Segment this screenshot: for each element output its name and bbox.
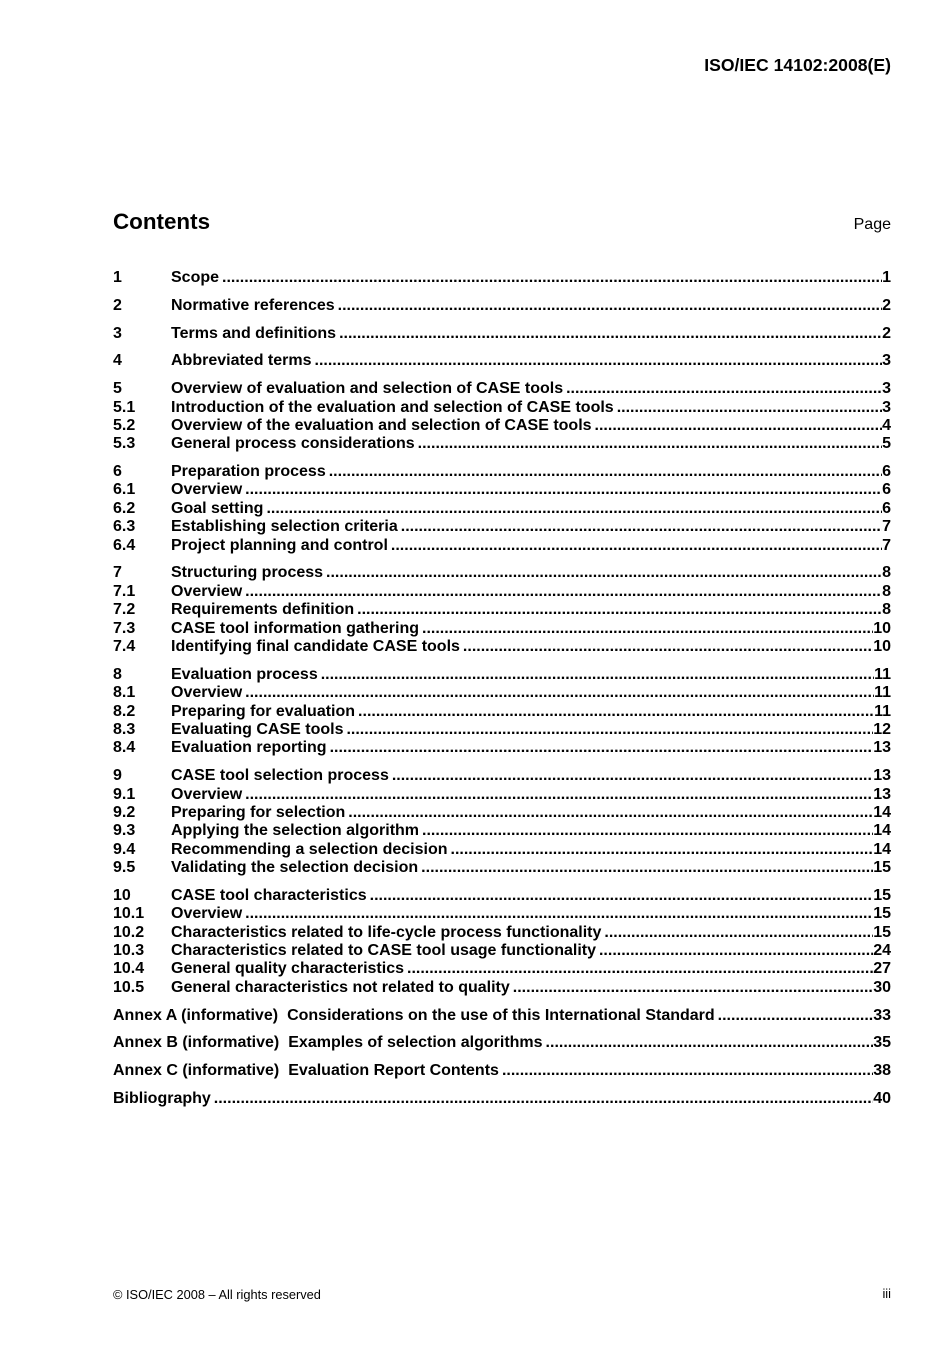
toc-entry-page: 38 bbox=[873, 1062, 891, 1080]
toc-annex-a[interactable] bbox=[113, 1007, 891, 1025]
toc-entry-number: 8.4 bbox=[113, 739, 136, 757]
dot-leader bbox=[323, 564, 882, 582]
toc-entry-title: Evaluation process bbox=[171, 665, 318, 683]
toc-entry-number: 7.3 bbox=[113, 619, 136, 637]
toc-entry-8-4[interactable] bbox=[113, 739, 891, 757]
toc-entry-number: 4 bbox=[113, 352, 122, 370]
toc-entry-page: 13 bbox=[873, 785, 891, 803]
toc-entry-title: Evaluating CASE tools bbox=[171, 720, 344, 738]
toc-entry-page: 4 bbox=[882, 416, 891, 434]
dot-leader bbox=[211, 1090, 873, 1108]
page-title: Contents bbox=[113, 209, 211, 234]
toc-entry-number: 6.1 bbox=[113, 481, 136, 499]
toc-entry-4[interactable] bbox=[113, 352, 891, 370]
dot-leader bbox=[715, 1007, 874, 1025]
toc-entry-title: Structuring process bbox=[171, 564, 324, 582]
toc-entry-page: 3 bbox=[882, 352, 891, 370]
toc-entry-10-4[interactable] bbox=[113, 960, 891, 978]
toc-entry-title: Overview of the evaluation and selection of CASE tools bbox=[171, 416, 592, 434]
toc-entry-number: 8.1 bbox=[113, 684, 136, 702]
toc-entry-title: Evaluation reporting bbox=[171, 739, 327, 757]
toc-entry-9-2[interactable] bbox=[113, 804, 891, 822]
annex-label: Annex C (informative) bbox=[113, 1062, 280, 1080]
toc-entry-number: 5.1 bbox=[113, 398, 136, 416]
toc-entry-6-2[interactable] bbox=[113, 500, 891, 518]
toc-entry-10-5[interactable] bbox=[113, 979, 891, 997]
toc-entry-9-1[interactable] bbox=[113, 786, 891, 804]
toc-group-7 bbox=[113, 564, 891, 656]
toc-entry-page: 33 bbox=[873, 1006, 891, 1024]
toc-entry-7-3[interactable] bbox=[113, 620, 891, 638]
toc-entry-number: 5.3 bbox=[113, 435, 136, 453]
toc-group-annex-a bbox=[113, 1007, 891, 1025]
toc-entry-number: 1 bbox=[113, 269, 122, 286]
toc-entry-title: Establishing selection criteria bbox=[171, 518, 398, 536]
toc-entry-page: 30 bbox=[873, 978, 891, 996]
toc-entry-7-4[interactable] bbox=[113, 638, 891, 656]
toc-entry-9[interactable] bbox=[113, 767, 891, 785]
toc-entry-page: 6 bbox=[882, 481, 891, 499]
toc-entry-number: 8.3 bbox=[113, 720, 136, 738]
toc-entry-title: Scope bbox=[171, 269, 220, 286]
toc-entry-title: Preparing for selection bbox=[171, 803, 346, 821]
dot-leader bbox=[343, 721, 873, 739]
toc-entry-6-3[interactable] bbox=[113, 518, 891, 536]
toc-entry-title: Identifying final candidate CASE tools bbox=[171, 637, 460, 655]
toc-entry-number: 9.3 bbox=[113, 822, 136, 840]
toc-entry-8-2[interactable] bbox=[113, 703, 891, 721]
toc-entry-number: 10.2 bbox=[113, 923, 145, 941]
toc-entry-title: Overview bbox=[171, 684, 243, 702]
toc-group-10 bbox=[113, 887, 891, 997]
dot-leader bbox=[601, 924, 873, 942]
toc-entry-page: 14 bbox=[873, 822, 891, 840]
toc-entry-title: Overview bbox=[171, 481, 243, 499]
dot-leader bbox=[404, 960, 873, 978]
toc-entry-number: 10.5 bbox=[113, 978, 145, 996]
toc-entry-page: 1 bbox=[882, 269, 891, 286]
toc-entry-number: 6.2 bbox=[113, 499, 136, 517]
toc-entry-3[interactable] bbox=[113, 325, 891, 343]
dot-leader bbox=[242, 583, 882, 601]
dot-leader bbox=[563, 380, 882, 398]
dot-leader bbox=[388, 537, 882, 555]
toc-entry-page: 12 bbox=[873, 720, 891, 738]
toc-entry-5[interactable] bbox=[113, 380, 891, 398]
toc-entry-page: 3 bbox=[882, 380, 891, 398]
toc-entry-title: CASE tool information gathering bbox=[171, 619, 419, 637]
toc-entry-title: General quality characteristics bbox=[171, 960, 404, 978]
toc-entry-page: 10 bbox=[873, 619, 891, 637]
toc-group-3 bbox=[113, 325, 891, 343]
dot-leader bbox=[460, 638, 873, 656]
footer-page-number: iii bbox=[882, 1286, 891, 1301]
toc-entry-number: 9.4 bbox=[113, 840, 136, 858]
toc-entry-1[interactable] bbox=[113, 269, 891, 287]
dot-leader bbox=[418, 859, 873, 877]
toc-entry-5-1[interactable] bbox=[113, 399, 891, 417]
toc-entry-page: 15 bbox=[873, 886, 891, 904]
toc-entry-page: 24 bbox=[873, 942, 891, 960]
toc-entry-title: Terms and definitions bbox=[171, 324, 337, 342]
toc-entry-number: 9.2 bbox=[113, 803, 136, 821]
toc-entry-10[interactable] bbox=[113, 887, 891, 905]
toc-entry-title: Abbreviated terms bbox=[171, 352, 312, 370]
toc-entry-number: 6.4 bbox=[113, 536, 136, 554]
dot-leader bbox=[499, 1062, 873, 1080]
toc-annex-c[interactable] bbox=[113, 1062, 891, 1080]
toc-entry-title: Preparation process bbox=[171, 463, 326, 481]
toc-entry-6-4[interactable] bbox=[113, 537, 891, 555]
toc-entry-number: 3 bbox=[113, 324, 122, 342]
toc-entry-7-2[interactable] bbox=[113, 601, 891, 619]
toc-entry-title: Characteristics related to life-cycle process functionality bbox=[171, 923, 602, 941]
toc-entry-page: 15 bbox=[873, 923, 891, 941]
toc-entry-5-2[interactable] bbox=[113, 417, 891, 435]
dot-leader bbox=[326, 463, 882, 481]
toc-entry-title: Validating the selection decision bbox=[171, 859, 419, 877]
toc-entry-9-5[interactable] bbox=[113, 859, 891, 877]
document-identifier: ISO/IEC 14102:2008(E) bbox=[704, 55, 891, 75]
toc-entry-title: Project planning and control bbox=[171, 536, 388, 554]
dot-leader bbox=[367, 887, 874, 905]
toc-entry-number: 10.1 bbox=[113, 905, 145, 923]
toc-group-9 bbox=[113, 767, 891, 877]
toc-entry-6[interactable] bbox=[113, 463, 891, 481]
toc-entry-title: Normative references bbox=[171, 296, 335, 314]
annex-label: Annex B (informative) bbox=[113, 1034, 280, 1052]
toc-entry-number: 9 bbox=[113, 767, 122, 785]
toc-entry-9-4[interactable] bbox=[113, 841, 891, 859]
toc-entry-page: 14 bbox=[873, 840, 891, 858]
toc-entry-page: 27 bbox=[873, 960, 891, 978]
toc-entry-page: 8 bbox=[882, 564, 891, 582]
toc-entry-page: 40 bbox=[873, 1089, 891, 1107]
dot-leader bbox=[355, 703, 874, 721]
table-of-contents bbox=[113, 269, 891, 1108]
dot-leader bbox=[335, 297, 882, 315]
toc-entry-8-3[interactable] bbox=[113, 721, 891, 739]
toc-entry-number: 8.2 bbox=[113, 702, 136, 720]
toc-entry-page: 6 bbox=[882, 463, 891, 481]
dot-leader bbox=[336, 325, 882, 343]
dot-leader bbox=[415, 435, 882, 453]
toc-group-annex-c bbox=[113, 1062, 891, 1080]
footer-copyright: © ISO/IEC 2008 – All rights reserved bbox=[113, 1287, 321, 1302]
toc-group-5 bbox=[113, 380, 891, 454]
toc-group-1 bbox=[113, 269, 891, 287]
dot-leader bbox=[327, 739, 874, 757]
toc-entry-8[interactable] bbox=[113, 666, 891, 684]
dot-leader bbox=[318, 666, 874, 684]
dot-leader bbox=[345, 804, 873, 822]
toc-entry-title: CASE tool selection process bbox=[171, 767, 389, 785]
toc-group-8 bbox=[113, 666, 891, 758]
toc-group-6 bbox=[113, 463, 891, 555]
toc-entry-number: 7.4 bbox=[113, 637, 136, 655]
toc-entry-page: 11 bbox=[874, 665, 891, 683]
dot-leader bbox=[242, 786, 873, 804]
toc-entry-9-3[interactable] bbox=[113, 822, 891, 840]
toc-entry-page: 3 bbox=[882, 398, 891, 416]
toc-entry-number: 5 bbox=[113, 380, 122, 398]
toc-entry-7-1[interactable] bbox=[113, 583, 891, 601]
toc-entry-title: CASE tool characteristics bbox=[171, 886, 367, 904]
toc-entry-number: 10 bbox=[113, 886, 131, 904]
toc-entry-5-3[interactable] bbox=[113, 435, 891, 453]
dot-leader bbox=[419, 822, 873, 840]
toc-entry-title: Characteristics related to CASE tool usage functionality bbox=[171, 942, 596, 960]
toc-group-bibliography bbox=[113, 1090, 891, 1108]
toc-entry-page: 35 bbox=[873, 1034, 891, 1052]
dot-leader bbox=[312, 352, 883, 370]
toc-entry-page: 7 bbox=[882, 536, 891, 554]
toc-entry-number: 7.1 bbox=[113, 582, 136, 600]
toc-entry-page: 14 bbox=[873, 803, 891, 821]
toc-entry-title: Preparing for evaluation bbox=[171, 702, 356, 720]
toc-entry-number: 6.3 bbox=[113, 518, 136, 536]
toc-entry-title: Bibliography bbox=[113, 1089, 211, 1107]
dot-leader bbox=[219, 269, 882, 287]
page-column-label: Page bbox=[853, 216, 891, 233]
toc-entry-6-1[interactable] bbox=[113, 481, 891, 499]
toc-entry-page: 10 bbox=[873, 637, 891, 655]
toc-entry-page: 6 bbox=[882, 499, 891, 517]
toc-entry-number: 9.1 bbox=[113, 785, 136, 803]
toc-group-4 bbox=[113, 352, 891, 370]
annex-title: Considerations on the use of this International Standard bbox=[287, 1006, 715, 1024]
toc-entry-title: General characteristics not related to quality bbox=[171, 978, 510, 996]
dot-leader bbox=[614, 399, 882, 417]
toc-entry-10-3[interactable] bbox=[113, 942, 891, 960]
toc-entry-number: 7.2 bbox=[113, 601, 136, 619]
toc-entry-number: 6 bbox=[113, 463, 122, 481]
toc-entry-number: 10.3 bbox=[113, 942, 145, 960]
toc-entry-number: 8 bbox=[113, 665, 122, 683]
toc-annex-b[interactable] bbox=[113, 1034, 891, 1052]
toc-entry-page: 11 bbox=[874, 702, 891, 720]
toc-entry-page: 13 bbox=[873, 739, 891, 757]
toc-group-annex-b bbox=[113, 1034, 891, 1052]
toc-bibliography[interactable] bbox=[113, 1090, 891, 1108]
toc-entry-page: 15 bbox=[873, 905, 891, 923]
dot-leader bbox=[389, 767, 873, 785]
toc-entry-page: 8 bbox=[882, 582, 891, 600]
toc-entry-page: 5 bbox=[882, 435, 891, 453]
toc-entry-number: 5.2 bbox=[113, 416, 136, 434]
dot-leader bbox=[242, 905, 873, 923]
dot-leader bbox=[592, 417, 883, 435]
toc-entry-number: 2 bbox=[113, 296, 122, 314]
toc-entry-10-1[interactable] bbox=[113, 905, 891, 923]
annex-title: Examples of selection algorithms bbox=[288, 1034, 543, 1052]
toc-entry-8-1[interactable] bbox=[113, 684, 891, 702]
toc-entry-title: Introduction of the evaluation and selection of CASE tools bbox=[171, 398, 614, 416]
toc-entry-2[interactable] bbox=[113, 297, 891, 315]
toc-entry-number: 10.4 bbox=[113, 960, 145, 978]
toc-group-2 bbox=[113, 297, 891, 315]
toc-entry-page: 11 bbox=[874, 684, 891, 702]
toc-entry-title: Overview bbox=[171, 785, 243, 803]
toc-entry-title: Goal setting bbox=[171, 499, 264, 517]
toc-entry-number: 7 bbox=[113, 564, 122, 582]
toc-entry-10-2[interactable] bbox=[113, 924, 891, 942]
toc-entry-title: Overview of evaluation and selection of CASE tools bbox=[171, 380, 564, 398]
dot-leader bbox=[242, 481, 882, 499]
dot-leader bbox=[398, 518, 882, 536]
toc-entry-title: Applying the selection algorithm bbox=[171, 822, 420, 840]
toc-entry-title: Overview bbox=[171, 582, 243, 600]
annex-label: Annex A (informative) bbox=[113, 1006, 279, 1024]
toc-entry-page: 2 bbox=[882, 296, 891, 314]
toc-entry-number: 9.5 bbox=[113, 859, 136, 877]
dot-leader bbox=[242, 684, 874, 702]
toc-entry-page: 15 bbox=[873, 859, 891, 877]
toc-entry-page: 7 bbox=[882, 518, 891, 536]
toc-entry-page: 13 bbox=[873, 767, 891, 785]
toc-entry-page: 2 bbox=[882, 324, 891, 342]
toc-entry-title: General process considerations bbox=[171, 435, 415, 453]
toc-entry-7[interactable] bbox=[113, 564, 891, 582]
dot-leader bbox=[263, 500, 882, 518]
toc-entry-title: Requirements definition bbox=[171, 601, 355, 619]
dot-leader bbox=[543, 1034, 874, 1052]
toc-entry-page: 8 bbox=[882, 601, 891, 619]
annex-title: Evaluation Report Contents bbox=[288, 1062, 499, 1080]
toc-entry-title: Overview bbox=[171, 905, 243, 923]
dot-leader bbox=[448, 841, 874, 859]
dot-leader bbox=[510, 979, 873, 997]
toc-entry-title: Recommending a selection decision bbox=[171, 840, 448, 858]
dot-leader bbox=[419, 620, 873, 638]
dot-leader bbox=[596, 942, 873, 960]
dot-leader bbox=[354, 601, 882, 619]
